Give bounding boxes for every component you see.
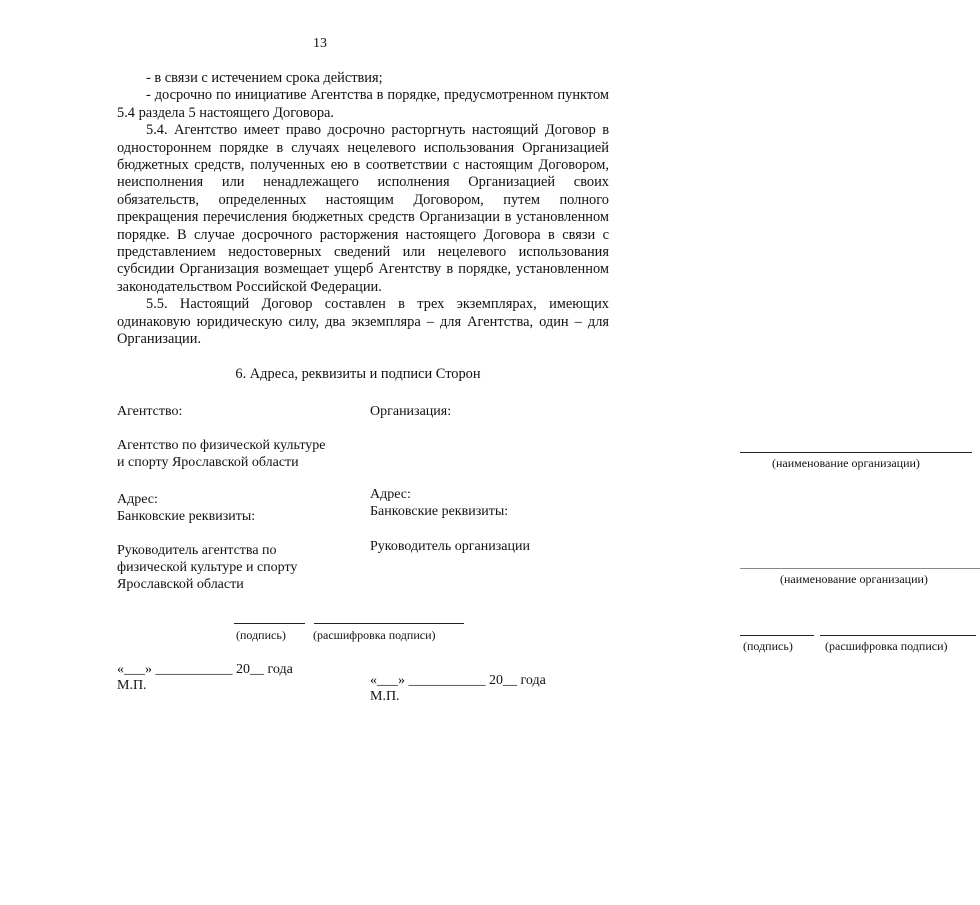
paragraph-expiry: - в связи с истечением срока действия; [146,70,383,86]
organization-name-line [740,452,972,453]
organization-date-line: «___» ___________ 20__ года [370,673,546,688]
agency-address-label: Адрес: [117,492,158,507]
organization-head-label: Руководитель организации [370,539,530,554]
agency-signature-line [234,623,305,624]
paragraph-early-termination: - досрочно по инициативе Агентства в порядке, предусмотренном пунктом 5.4 раздела 5 настоящего Договора. [117,87,609,121]
agency-name-line2: и спорту Ярославской области [117,455,299,470]
agency-decoding-line [314,623,464,624]
organization-head-line [740,568,980,569]
agency-bank-label: Банковские реквизиты: [117,509,256,524]
organization-decoding-line [820,635,976,636]
page-number: 13 [313,36,327,51]
paragraph-5-5: 5.5. Настоящий Договор составлен в трех экземплярах, имеющих одинаковую юридическую силу, два экземпляра – для Агентства, один – для Организации. [117,296,609,348]
organization-stamp: М.П. [370,689,400,704]
section-heading: 6. Адреса, реквизиты и подписи Сторон [235,366,481,382]
agency-stamp: М.П. [117,678,147,693]
organization-bank-label: Банковские реквизиты: [370,504,509,519]
agency-date-line: «___» ___________ 20__ года [117,662,293,677]
organization-signature-line [740,635,814,636]
organization-decoding-caption: (расшифровка подписи) [825,639,948,653]
agency-label: Агентство: [117,404,183,419]
organization-head-caption: (наименование организации) [780,572,928,586]
organization-name-caption: (наименование организации) [772,456,920,470]
agency-head-line1: Руководитель агентства по [117,543,277,558]
agency-name-line1: Агентство по физической культуре [117,438,326,453]
paragraph-5-4: 5.4. Агентство имеет право досрочно расторгнуть настоящий Договор в одностороннем порядке в случаях нецелевого использования Организацией бюджетных средств, полученных ею в соответствии с настоящим Договором, неисполнения или ненадлежащего исполнения Организацией своих обязательств, определенных настоящим Договором, путем полного прекращения перечисления бюджетных средств Организации в установленном порядке. В случае досрочного расторжения настоящего Договора в связи с представлением недостоверных сведений или нецелевого использования субсидии Организация возмещает ущерб Агентству в порядке, установленном законодательством Российской Федерации. [117,122,609,295]
agency-head-line2: физической культуре и спорту [117,560,298,575]
organization-address-label: Адрес: [370,487,411,502]
contract-body-text [117,70,609,349]
agency-head-line3: Ярославской области [117,577,244,592]
organization-label: Организация: [370,404,452,419]
organization-signature-caption: (подпись) [743,639,793,653]
agency-decoding-caption: (расшифровка подписи) [313,628,436,642]
agency-signature-caption: (подпись) [236,628,286,642]
